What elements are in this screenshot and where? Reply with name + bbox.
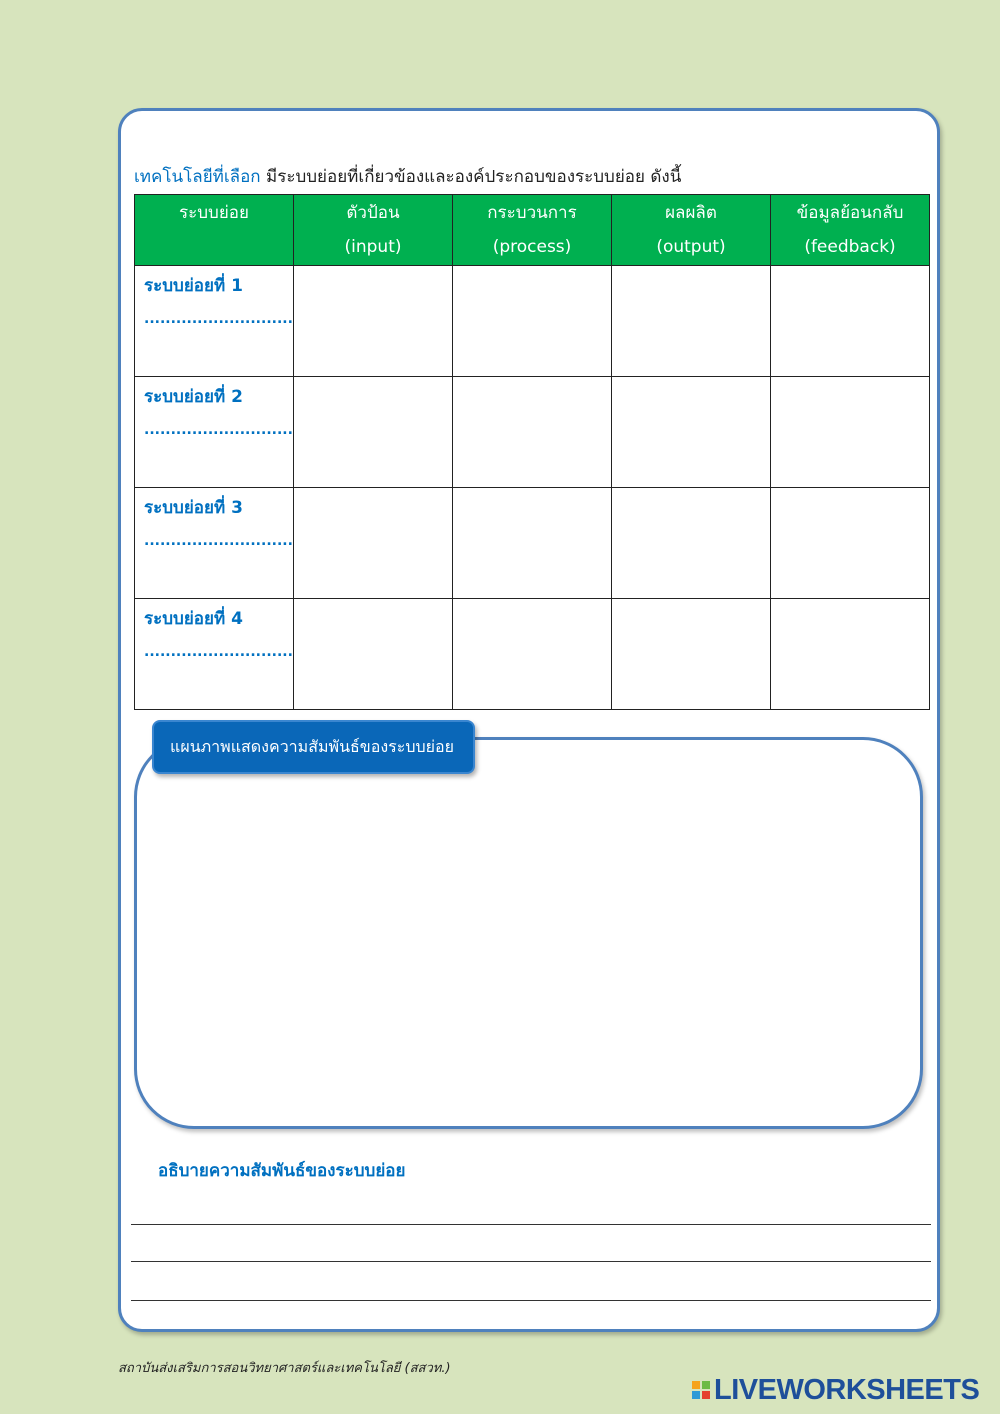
subsystem-label: ระบบย่อยที่ 3	[144, 498, 243, 518]
liveworksheets-logo	[692, 1374, 979, 1406]
diagram-title-tab	[152, 720, 475, 774]
header-feedback: ข้อมูลย้อนกลับ (feedback)	[771, 195, 930, 266]
table-row	[135, 266, 930, 377]
logo-grid-icon	[692, 1381, 710, 1399]
diagram-area[interactable]	[134, 737, 923, 1129]
feedback-cell[interactable]	[771, 599, 930, 710]
fill-in-blank[interactable]: ............................	[144, 644, 293, 660]
feedback-cell[interactable]	[771, 488, 930, 599]
header-output: ผลผลิต (output)	[612, 195, 771, 266]
subsystem-name-cell[interactable]	[135, 599, 294, 710]
intro-text	[134, 163, 681, 190]
header-subsystem: ระบบย่อย	[135, 195, 294, 266]
feedback-cell[interactable]	[771, 266, 930, 377]
subsystem-label: ระบบย่อยที่ 4	[144, 609, 243, 629]
input-cell[interactable]	[294, 266, 453, 377]
subsystem-label: ระบบย่อยที่ 2	[144, 387, 243, 407]
header-input: ตัวป้อน (input)	[294, 195, 453, 266]
diagram-title: แผนภาพแสดงความสัมพันธ์ของระบบย่อย	[170, 736, 454, 756]
intro-rest: มีระบบย่อยที่เกี่ยวข้องและองค์ประกอบของระบบย่อย ดังนี้	[260, 167, 682, 187]
subsystem-name-cell[interactable]	[135, 266, 294, 377]
table-row	[135, 377, 930, 488]
intro-highlight: เทคโนโลยีที่เลือก	[134, 167, 261, 187]
output-cell[interactable]	[612, 377, 771, 488]
table-header-row	[135, 195, 930, 266]
explain-heading: อธิบายความสัมพันธ์ของระบบย่อย	[158, 1161, 406, 1181]
process-cell[interactable]	[453, 599, 612, 710]
input-cell[interactable]	[294, 599, 453, 710]
subsystem-name-cell[interactable]	[135, 377, 294, 488]
output-cell[interactable]	[612, 599, 771, 710]
subsystem-table	[134, 194, 930, 710]
input-cell[interactable]	[294, 488, 453, 599]
table-row	[135, 488, 930, 599]
footer-org: สถาบันส่งเสริมการสอนวิทยาศาสตร์และเทคโนโลยี (สสวท.)	[118, 1361, 451, 1376]
logo-text: LIVEWORKSHEETS	[714, 1373, 980, 1406]
process-cell[interactable]	[453, 266, 612, 377]
output-cell[interactable]	[612, 266, 771, 377]
answer-line[interactable]	[131, 1224, 931, 1225]
header-process: กระบวนการ (process)	[453, 195, 612, 266]
output-cell[interactable]	[612, 488, 771, 599]
subsystem-label: ระบบย่อยที่ 1	[144, 276, 243, 296]
answer-line[interactable]	[131, 1261, 931, 1262]
fill-in-blank[interactable]: ............................	[144, 533, 293, 549]
answer-line[interactable]	[131, 1300, 931, 1301]
subsystem-name-cell[interactable]	[135, 488, 294, 599]
process-cell[interactable]	[453, 488, 612, 599]
feedback-cell[interactable]	[771, 377, 930, 488]
input-cell[interactable]	[294, 377, 453, 488]
process-cell[interactable]	[453, 377, 612, 488]
table-row	[135, 599, 930, 710]
fill-in-blank[interactable]: ............................	[144, 422, 293, 438]
fill-in-blank[interactable]: ............................	[144, 311, 293, 327]
